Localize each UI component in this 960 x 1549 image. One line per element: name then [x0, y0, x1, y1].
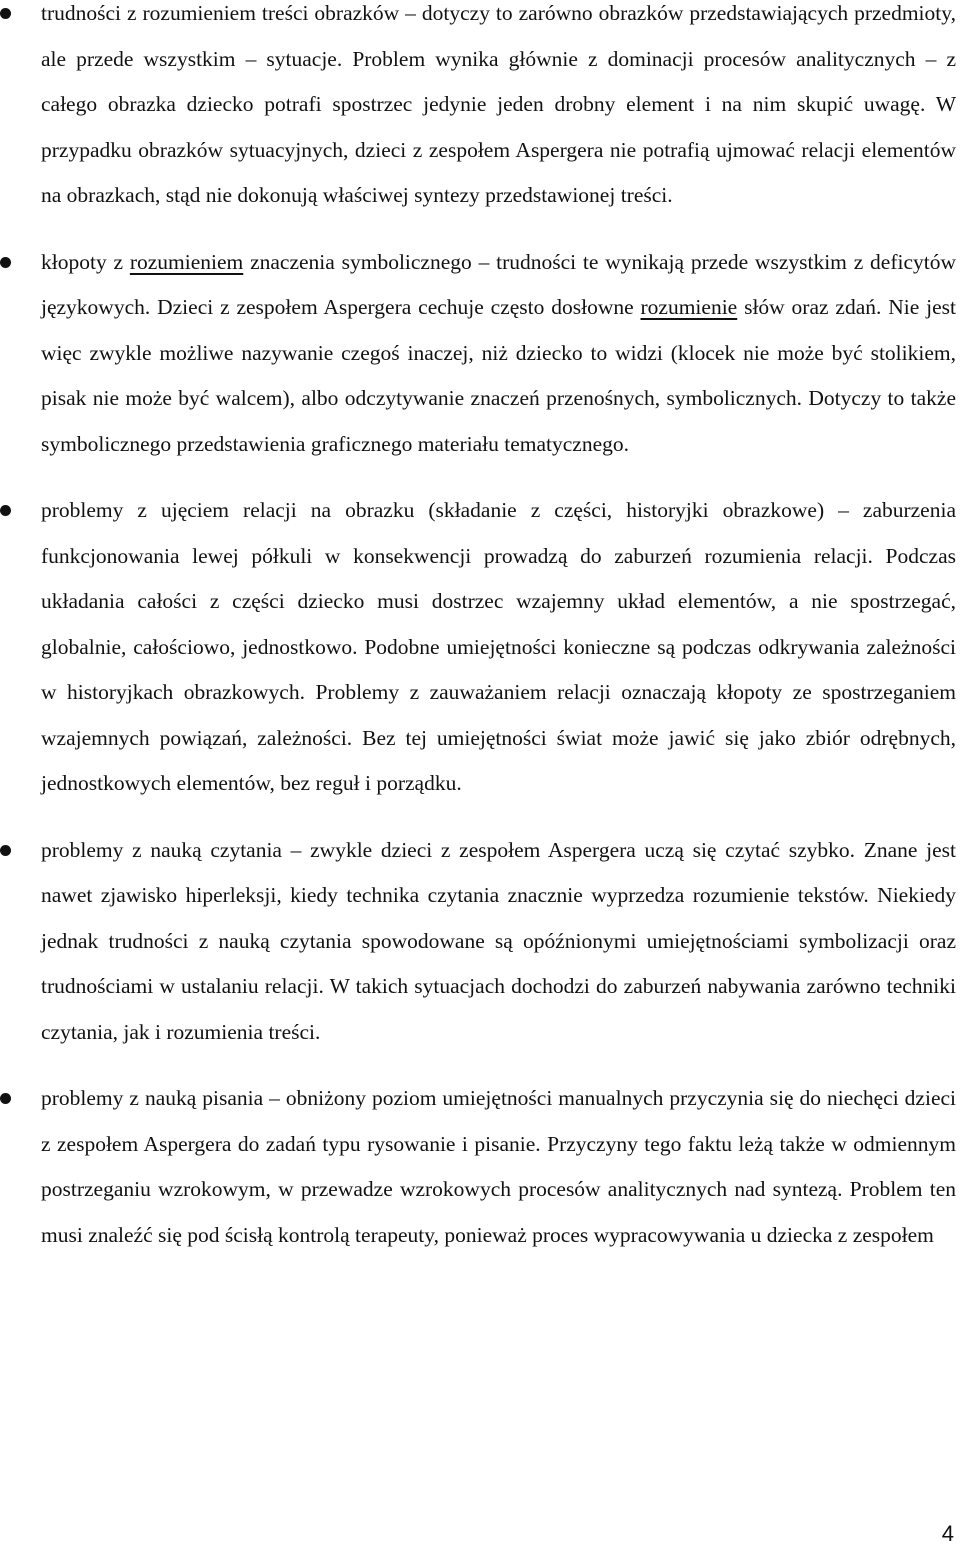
bullet-icon — [0, 8, 11, 19]
list-item — [0, 0, 960, 219]
list-item-text: problemy z ujęciem relacji na obrazku (składanie z części, historyjki obrazkowe) – zaburzenia funkcjonowania lewej półkuli w konsekwencji prowadzą do zaburzeń rozumienia relacji. Podczas układania całości z części dziecko musi dostrzec wzajemny układ elementów, a nie spostrzegać, globalnie, całościowo, jednostkowo. Podobne umiejętności konieczne są podczas odkrywania zależności w historyjkach obrazkowych. Problemy z zauważaniem relacji oznaczają kłopoty ze spostrzeganiem wzajemnych powiązań, zależności. Bez tej umiejętności świat może jawić się jako zbiór odrębnych, jednostkowych elementów, bez reguł i porządku. — [41, 498, 956, 795]
list-item — [0, 1076, 960, 1258]
list-item-text: problemy z nauką pisania – obniżony poziom umiejętności manualnych przyczynia się do niechęci dzieci z zespołem Aspergera do zadań typu rysowanie i pisanie. Przyczyny tego faktu leżą także w odmiennym postrzeganiu wzrokowym, w przewadze wzrokowych procesów analitycznych nad syntezą. Problem ten musi znaleźć się pod ścisłą kontrolą terapeuty, ponieważ proces wypracowywania u dziecka z zespołem — [41, 1086, 956, 1247]
underlined-link[interactable]: rozumienie — [640, 295, 738, 319]
bullet-icon — [0, 257, 11, 268]
bullet-icon — [0, 845, 11, 856]
list-item-text-part: słów oraz zdań. Nie jest więc zwykle możliwe nazywanie czegoś inaczej, niż dziecko to widzi (klocek nie może być stolikiem, pisak nie może być walcem), albo odczytywanie znaczeń przenośnych, symbolicznych. Dotyczy to także symbolicznego przedstawienia graficznego materiału tematycznego. — [41, 295, 956, 456]
list-item-text-part: znaczenia symbolicznego – trudności te wynikają przede wszystkim z deficytów językowych. Dzieci z zespołem Aspergera cechuje często dosłowne — [41, 249, 956, 319]
list-item — [0, 488, 960, 807]
underlined-link[interactable]: rozumieniem — [129, 249, 244, 274]
bullet-icon — [0, 505, 11, 516]
list-item-text-part: kłopoty z — [41, 249, 130, 274]
list-item-text: trudności z rozumieniem treści obrazków – dotyczy to zarówno obrazków przedstawiających przedmioty, ale przede wszystkim – sytuacje. Problem wynika głównie z dominacji procesów analitycznych – z całego obrazka dziecko potrafi spostrzec jedynie jeden drobny element i na nim skupić uwagę. W przypadku obrazków sytuacyjnych, dzieci z zespołem Aspergera nie potrafią ujmować relacji elementów na obrazkach, stąd nie dokonują właściwej syntezy przedstawionej treści. — [41, 1, 956, 207]
bullet-icon — [0, 1093, 11, 1104]
list-item — [0, 240, 960, 468]
list-item-text: problemy z nauką czytania – zwykle dzieci z zespołem Aspergera uczą się czytać szybko. Znane jest nawet zjawisko hiperleksji, kiedy technika czytania znacznie wyprzedza rozumienie tekstów. Niekiedy jednak trudności z nauką czytania spowodowane są opóźnionymi umiejętnościami symbolizacji oraz trudnościami w ustalaniu relacji. W takich sytuacjach dochodzi do zaburzeń nabywania zarówno techniki czytania, jak i rozumienia treści. — [41, 837, 956, 1044]
list-item — [0, 828, 960, 1056]
page-number: 4 — [941, 1521, 954, 1546]
